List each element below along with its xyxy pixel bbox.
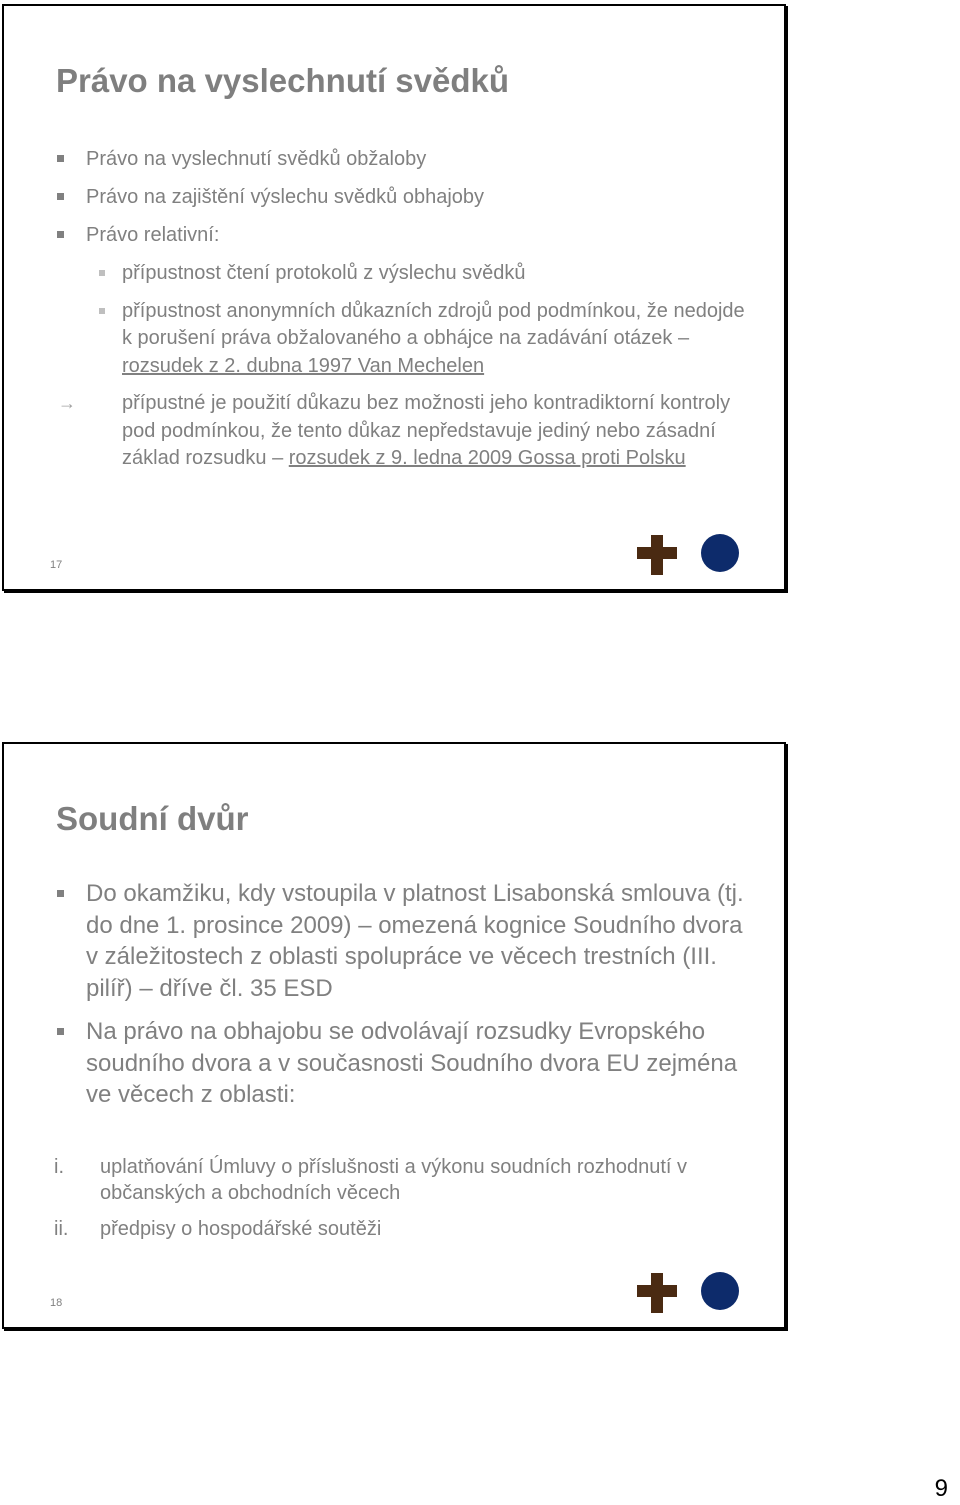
numbered-item: i. uplatňování Úmluvy o příslušnosti a výkonu soudních rozhodnutí v občanských a obchodních věcech xyxy=(54,1156,687,1204)
slide-18 xyxy=(2,742,786,1329)
page-number: 9 xyxy=(934,1475,948,1502)
sub-bullet-item: přípustnost čtení protokolů z výslechu svědků xyxy=(86,260,754,288)
logo xyxy=(632,531,742,579)
case-link[interactable]: rozsudek z 2. dubna 1997 Van Mechelen xyxy=(122,354,485,377)
bullet-list xyxy=(54,878,754,1123)
bullet-list xyxy=(54,146,754,485)
sub-bullet-item: přípustnost anonymních důkazních zdrojů pod podmínkou, že nedojde k porušení práva obžalovaného a obhájce na zadávání otázek – rozsudek z 2. dubna 1997 Van Mechelen xyxy=(86,298,754,381)
slide-number: 18 xyxy=(50,1297,63,1309)
circle-logo-icon xyxy=(701,1272,739,1310)
bullet-item: Do okamžiku, kdy vstoupila v platnost Lisabonská smlouva (tj. do dne 1. prosince 2009) – omezená kognice Soudního dvora v záležitostech z oblasti spolupráce ve věcech trestních (III. pilíř) – dříve čl. 35 ESD xyxy=(54,878,754,1004)
cross-logo-icon xyxy=(637,1273,677,1313)
bullet-square-icon xyxy=(57,155,64,162)
case-link[interactable]: rozsudek z 9. ledna 2009 Gossa proti Polsku xyxy=(288,447,686,469)
sub-bullet-list xyxy=(58,260,754,473)
bullet-square-icon xyxy=(57,231,64,238)
sub-bullet-square-icon xyxy=(99,308,105,314)
logo xyxy=(632,1269,742,1317)
numbered-list xyxy=(54,1154,754,1252)
circle-logo-icon xyxy=(701,534,739,572)
bullet-square-icon xyxy=(57,890,64,897)
bullet-item: Právo na vyslechnutí svědků obžaloby xyxy=(54,146,754,172)
cross-logo-icon xyxy=(637,535,677,575)
bullet-item: Právo na zajištění výslechu svědků obhajoby xyxy=(54,184,754,210)
numbered-item: ii. předpisy o hospodářské soutěži xyxy=(54,1218,382,1240)
sub-bullet-item: → přípustné je použití důkazu bez možnosti jeho kontradiktorní kontroly pod podmínkou, že tento důkaz nepředstavuje jediný nebo zásadní základ rozsudku – rozsudek z 9. ledna 2009 Gossa proti Polsku xyxy=(58,392,731,469)
bullet-square-icon xyxy=(57,193,64,200)
slide-17 xyxy=(2,4,786,591)
arrow-right-icon: → xyxy=(58,393,76,413)
slide-title: Právo na vyslechnutí svědků xyxy=(56,62,510,99)
slide-number: 17 xyxy=(50,559,63,571)
bullet-item: Na právo na obhajobu se odvolávají rozsudky Evropského soudního dvora a v současnosti Soudního dvora EU zejména ve věcech z oblasti: xyxy=(54,1016,754,1111)
bullet-item: Právo relativní: přípustnost čtení protokolů z výslechu svědků přípustnost anonymních důkazních zdrojů pod podmínkou, že nedojde k porušení práva obžalovaného a obhájce na zadávání otázek – rozsudek z 2. dubna 1997 Van Mechelen → přípustné je použití důkazu bez možnosti jeho kontradiktorní kontroly pod podmínkou, že tento důkaz nepředstavuje jediný nebo zásadní základ rozsudku – rozsudek z 9. ledna 2009 Gossa proti Polsku xyxy=(54,222,754,473)
bullet-square-icon xyxy=(57,1028,64,1035)
slide-title: Soudní dvůr xyxy=(56,800,249,837)
sub-bullet-square-icon xyxy=(99,270,105,276)
